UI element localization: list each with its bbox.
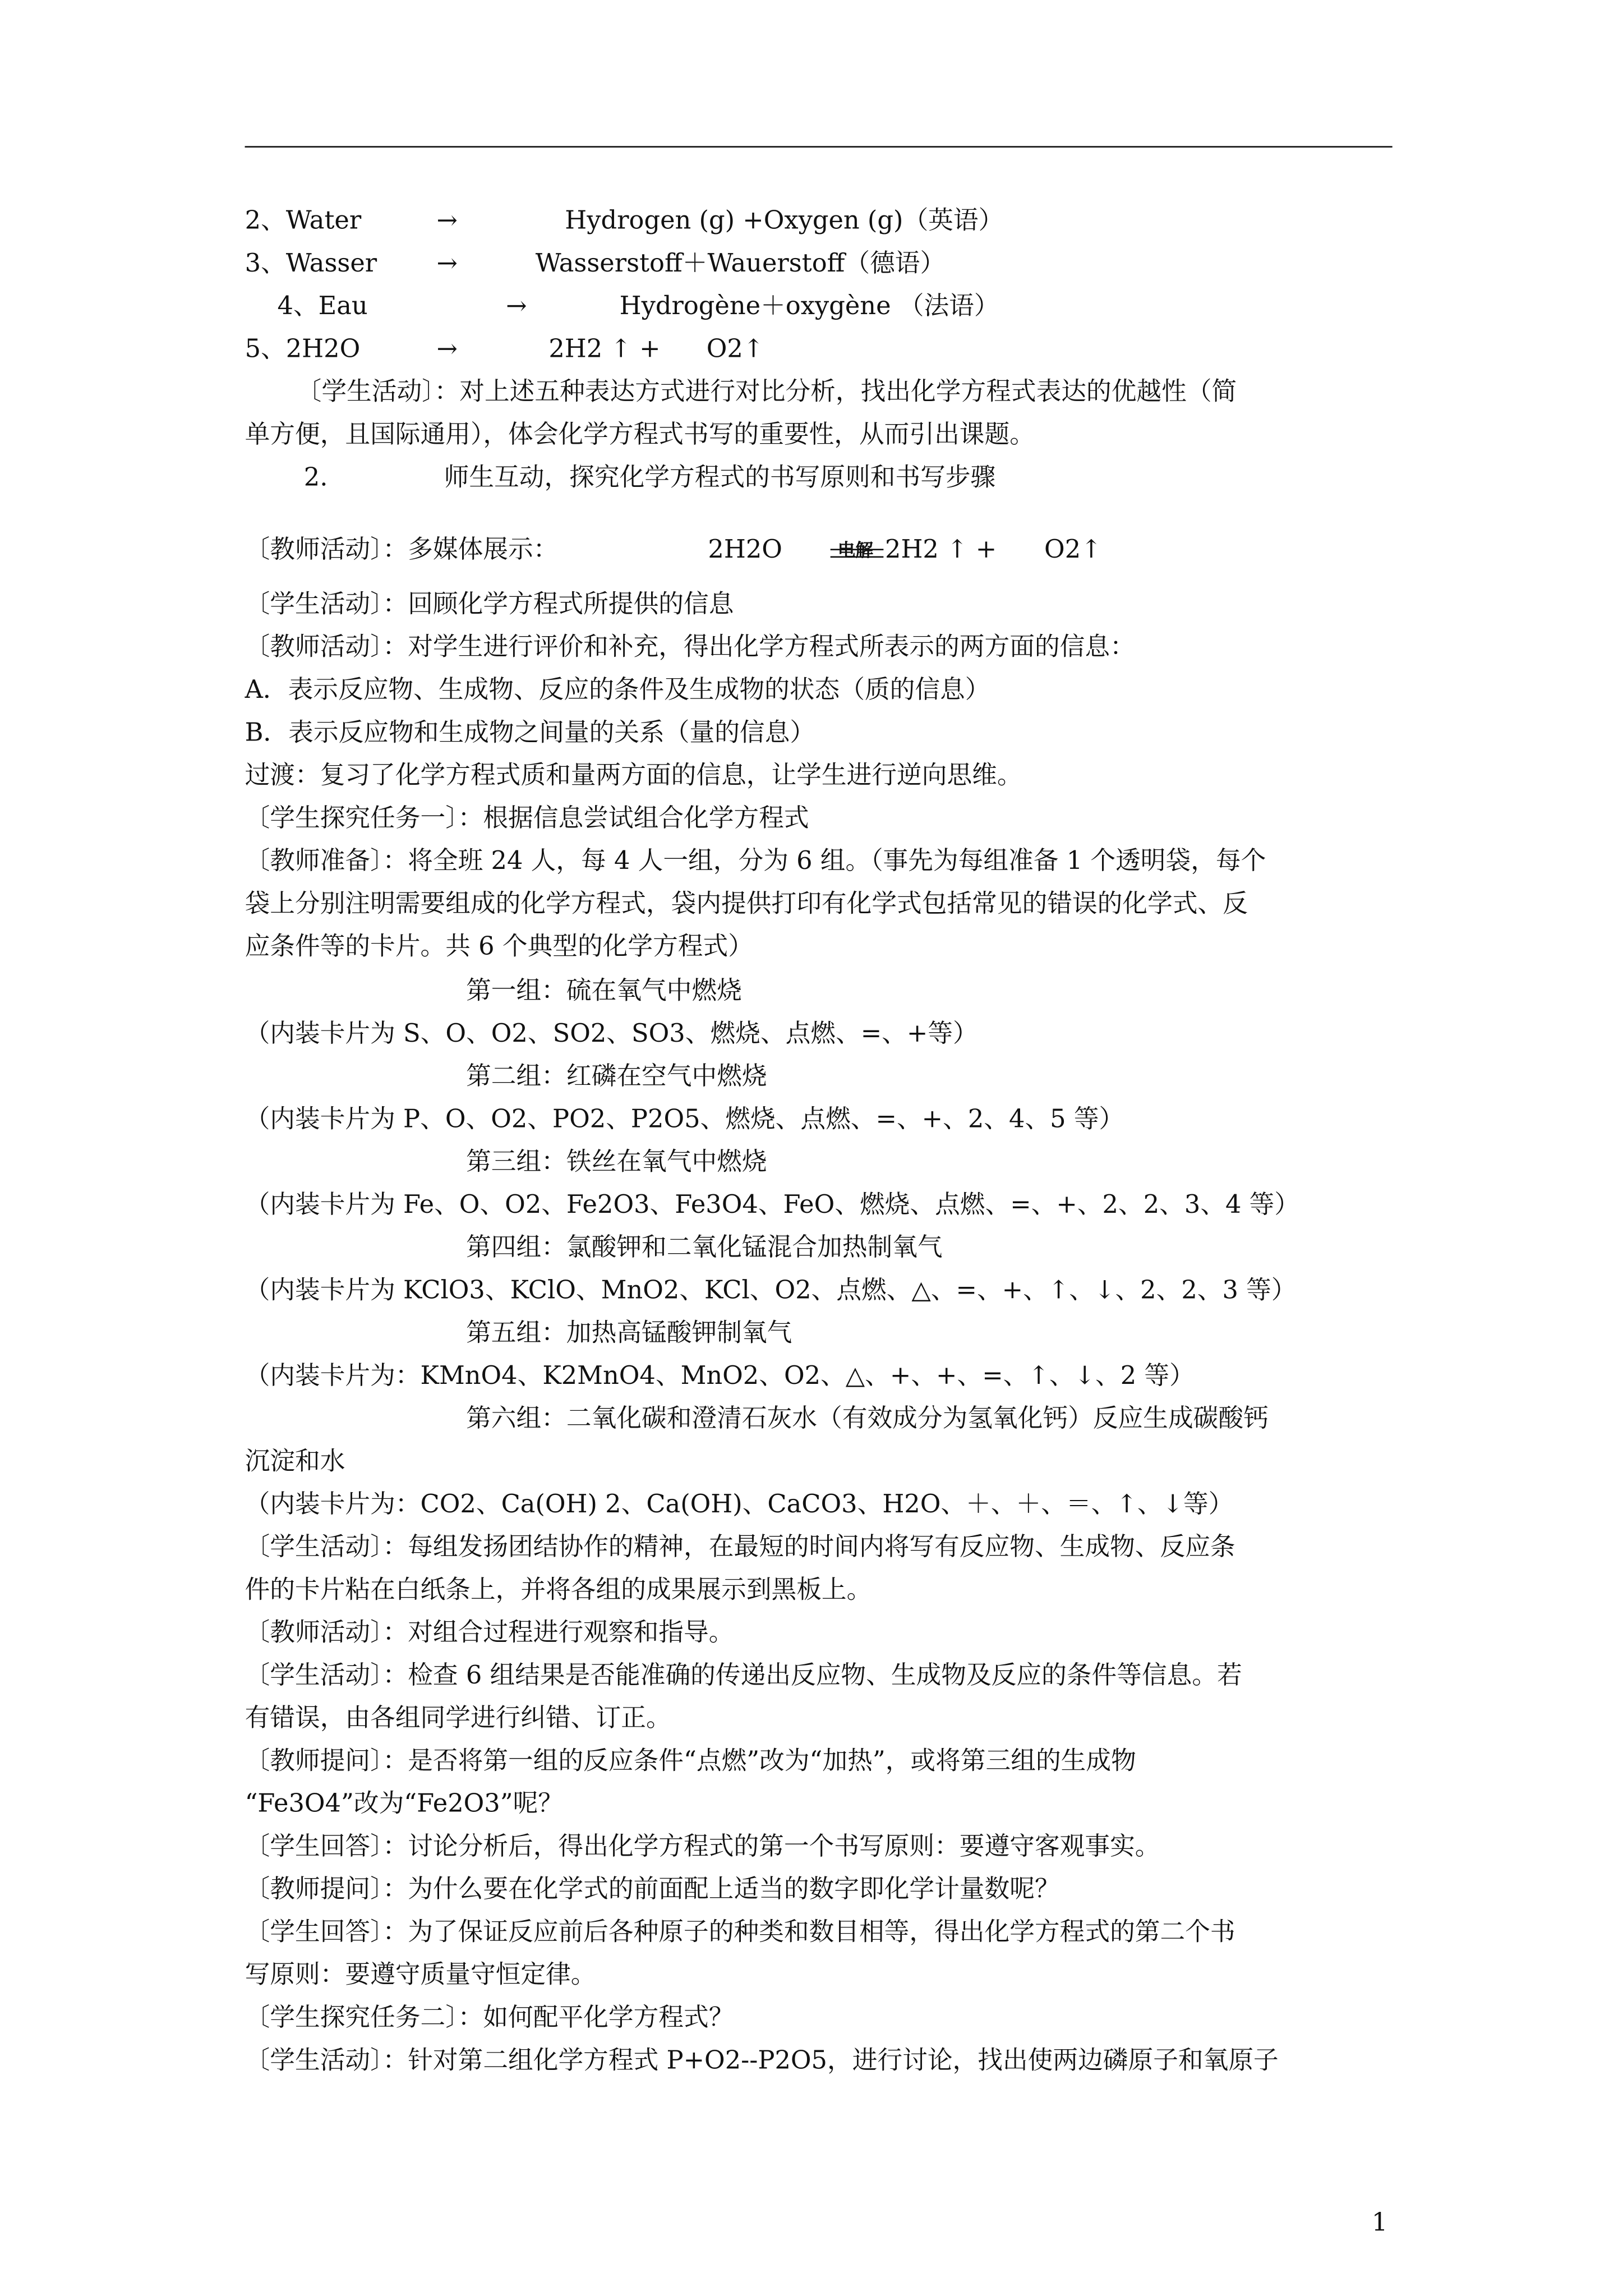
- paragraph-line: 〔学生探究任务一〕：根据信息尝试组合化学方程式: [245, 804, 809, 834]
- header-rule: [245, 146, 1393, 148]
- group-title: 第三组：铁丝在氧气中燃烧: [466, 1148, 767, 1177]
- paragraph-line: 〔学生回答〕：为了保证反应前后各种原子的种类和数目相等，得出化学方程式的第二个书: [245, 1918, 1235, 1948]
- paragraph-line: 有错误，由各组同学进行纠错、订正。: [245, 1704, 671, 1734]
- equals-sign: [831, 549, 884, 558]
- page-number: 1: [1371, 2208, 1388, 2238]
- paragraph-line: 单方便，且国际通用），体会化学方程式书写的重要性，从而引出课题。: [245, 420, 1035, 450]
- group-title: 第六组：二氧化碳和澄清石灰水（有效成分为氢氧化钙）反应生成碳酸钙: [466, 1404, 1269, 1434]
- reaction-condition: 电解: [837, 540, 873, 561]
- group-cards: （内装卡片为：KMnO4、K2MnO4、MnO2、O2、△、+、+、=、↑、↓、2 等）: [245, 1361, 1195, 1392]
- paragraph-line: 〔学生活动〕：检查 6 组结果是否能准确的传递出反应物、生成物及反应的条件等信息。若: [245, 1661, 1242, 1691]
- paragraph-line: 应条件等的卡片。共 6 个典型的化学方程式）: [245, 932, 753, 962]
- paragraph-line: 〔教师准备〕：将全班 24 人，每 4 人一组，分为 6 组。（事先为每组准备 1 个透明袋，每个: [245, 846, 1266, 877]
- group-title: 第四组：氯酸钾和二氧化锰混合加热制氧气: [466, 1233, 943, 1263]
- paragraph-line: 〔教师提问〕：为什么要在化学式的前面配上适当的数字即化学计量数呢？: [245, 1875, 1060, 1905]
- paragraph-line: 〔学生回答〕：讨论分析后，得出化学方程式的第一个书写原则：要遵守客观事实。: [245, 1832, 1160, 1862]
- paragraph-line: 〔学生活动〕：对上述五种表达方式进行对比分析，找出化学方程式表达的优越性（简: [296, 378, 1237, 407]
- group-title: 第二组：红磷在空气中燃烧: [466, 1062, 767, 1092]
- paragraph-line: 〔教师活动〕：对组合过程进行观察和指导。: [245, 1618, 734, 1648]
- paragraph-line: 件的卡片粘在白纸条上，并将各组的成果展示到黑板上。: [245, 1575, 872, 1605]
- paragraph-line: 〔学生探究任务二〕：如何配平化学方程式？: [245, 2003, 734, 2033]
- group-title-continued: 沉淀和水: [245, 1447, 345, 1477]
- paragraph-line: 〔学生活动〕：针对第二组化学方程式 P+O2--P2O5，进行讨论，找出使两边磷原子和氧原子: [245, 2046, 1279, 2076]
- group-cards: （内装卡片为 P、O、O2、PO2、P2O5、燃烧、点燃、=、+、2、4、5 等）: [245, 1105, 1124, 1135]
- paragraph-line: A．表示反应物、生成物、反应的条件及生成物的状态（质的信息）: [245, 675, 990, 706]
- group-title: 第一组：硫在氧气中燃烧: [466, 977, 742, 1006]
- paragraph-line: 写原则：要遵守质量守恒定律。: [245, 1961, 596, 1990]
- paragraph-line: 〔学生活动〕：每组发扬团结协作的精神，在最短的时间内将写有反应物、生成物、反应条: [245, 1533, 1235, 1563]
- paragraph-line: “Fe3O4”改为“Fe2O3”呢？: [245, 1789, 564, 1819]
- paragraph-line: 〔学生活动〕：回顾化学方程式所提供的信息: [245, 590, 734, 620]
- paragraph-line: B．表示反应物和生成物之间量的关系（量的信息）: [245, 718, 815, 748]
- group-cards: （内装卡片为 KClO3、KClO、MnO2、KCl、O2、点燃、△、=、+、↑、↓、2、2、3 等）: [245, 1276, 1297, 1306]
- paragraph-line: 袋上分别注明需要组成的化学方程式，袋内提供打印有化学式包括常见的错误的化学式、反: [245, 889, 1248, 919]
- group-cards: （内装卡片为 Fe、O、O2、Fe2O3、Fe3O4、FeO、燃烧、点燃、=、+、2、2、3、4 等）: [245, 1190, 1300, 1221]
- group-cards: （内装卡片为 S、O、O2、SO2、SO3、燃烧、点燃、=、+等）: [245, 1019, 978, 1049]
- paragraph-line: 〔教师提问〕：是否将第一组的反应条件“点燃”改为“加热”，或将第三组的生成物: [245, 1746, 1136, 1777]
- group-cards: （内装卡片为：CO2、Ca(OH) 2、Ca(OH)、CaCO3、H2O、＋、＋、＝、↑、↓等）: [245, 1490, 1234, 1520]
- group-title: 第五组：加热高锰酸钾制氧气: [466, 1319, 792, 1349]
- paragraph-line: 〔教师活动〕：对学生进行评价和补充，得出化学方程式所表示的两方面的信息：: [245, 633, 1135, 662]
- document-page: 2、Water → Hydrogen (g) +Oxygen (g)（英语） 3、Wasser → Wasserstoff＋Wauerstoff（德语） 4、Eau → Hydrogène＋oxygène （法语） 5、2H2O → 2H2 ↑ + O2↑ 〔学生活动〕：对上述五种表达方式进行对比分析，找出化学方程式表达的优越性（简 单方便，且国际通用），体会化学方程式书写的重要性，从而引出课题。 2. 师生互动，探究化学方程式的书写原则和书写步骤 〔教师活动〕：多媒体展示： 2H2O 电解 2H2 ↑ + O2↑ 〔学生活动〕：回顾化学方程式所提供的信息 〔教师活动〕：对学生进行评价和补充，得出化学方程式所表示的两方面的信息： A．表示反应物、生成物、反应的条件及生成物的状态（质的信息） B．表示反应物和生成物之间量的关系（量的信息） 过渡：复习了化学方程式质和量两方面的信息，让学生进行逆向思维。 〔学生探究任务一〕：根据信息尝试组合化学方程式 〔教师准备〕：将全班 24 人，每 4 人一组，分为 6 组。（事先为每组准备 1 个透明袋，每个 袋上分别注明需要组成的化学方程式，袋内提供打印有化学式包括常见的错误的化学式、反 应条件等的卡片。共 6 个典型的化学方程式） 第一组：硫在氧气中燃烧 （内装卡片为 S、O、O2、SO2、SO3、燃烧、点燃、=、+等） 第二组：红磷在空气中燃烧 （内装卡片为 P、O、O2、PO2、P2O5、燃烧、点燃、=、+、2、4、5 等） 第三组：铁丝在氧气中燃烧 （内装卡片为 Fe、O、O2、Fe2O3、Fe3O4、FeO、燃烧、点燃、=、+、2、2、3、4 等） 第四组：氯酸钾和二氧化锰混合加热制氧气 （内装卡片为 KClO3、KClO、MnO2、KCl、O2、点燃、△、=、+、↑、↓、2、2、3 等） 第五组：加热高锰酸钾制氧气 （内装卡片为：KMnO4、K2MnO4、MnO2、O2、△、+、+、=、↑、↓、2 等） 第六组：二氧化碳和澄清石灰水（有效成分为氢氧化钙）反应生成碳酸钙 沉淀和水 （内装卡片为：CO2、Ca(OH) 2、Ca(OH)、CaCO3、H2O、＋、＋、＝、↑、↓等） 〔学生活动〕：每组发扬团结协作的精神，在最短的时间内将写有反应物、生成物、反应条 件的卡片粘在白纸条上，并将各组的成果展示到黑板上。 〔教师活动〕：对组合过程进行观察和指导。 〔学生活动〕：检查 6 组结果是否能准确的传递出反应物、生成物及反应的条件等信息。若 有错误，由各组同学进行纠错、订正。 〔教师提问〕：是否将第一组的反应条件“点燃”改为“加热”，或将第三组的生成物 “Fe3O4”改为“Fe2O3”呢？ 〔学生回答〕：讨论分析后，得出化学方程式的第一个书写原则：要遵守客观事实。 〔教师提问〕：为什么要在化学式的前面配上适当的数字即化学计量数呢？ 〔学生回答〕：为了保证反应前后各种原子的种类和数目相等，得出化学方程式的第二个书 写原则：要遵守质量守恒定律。 〔学生探究任务二〕：如何配平化学方程式？ 〔学生活动〕：针对第二组化学方程式 P+O2--P2O5，进行讨论，找出使两边磷原子和氧原子 1: [0, 0, 1622, 2295]
- paragraph-line: 过渡：复习了化学方程式质和量两方面的信息，让学生进行逆向思维。: [245, 761, 1022, 791]
